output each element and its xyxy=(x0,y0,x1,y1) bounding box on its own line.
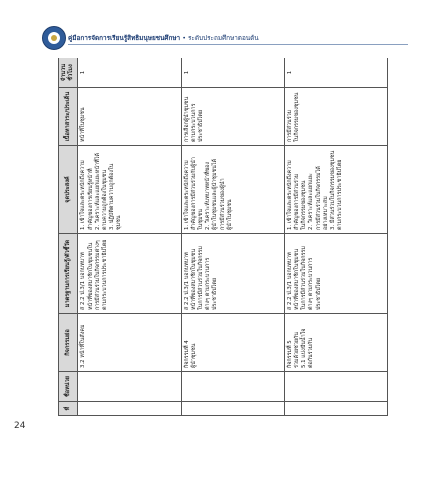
cell-hours: 1 xyxy=(181,58,284,88)
table-header-row xyxy=(59,58,78,416)
header-title xyxy=(68,33,259,43)
cell-objective-line: ตามกระบวนการประชาธิปไตย xyxy=(337,159,344,230)
table-row xyxy=(78,58,181,416)
cell-content xyxy=(284,88,387,146)
cell-standard-line: หน้าที่ของสมาชิกในชุมชน xyxy=(293,248,300,310)
cell-no xyxy=(284,402,387,416)
cell-objective-line: 3. มีส่วนร่วมในกิจกรรมของชุมชน xyxy=(330,150,336,230)
header-cell-objective: จุดประสงค์ xyxy=(59,146,78,234)
cell-standard xyxy=(181,234,284,314)
cell-objective-line: 2. วิเคราะห์บทบาทหน้าที่ของ xyxy=(205,161,212,230)
cell-content-line: ในกิจกรรมของชุมชน xyxy=(293,92,300,142)
curriculum-table xyxy=(58,58,388,416)
header-cell-activity: กิจกรรมย่อ xyxy=(59,314,78,372)
page-number: 24 xyxy=(14,421,26,431)
cell-activity xyxy=(78,314,181,372)
header-cell-standard: มาตรฐานการเรียนรู้/ตัวชี้วัด xyxy=(59,234,78,314)
cell-objective-line: ชุมชน xyxy=(116,215,123,230)
page-header xyxy=(38,26,410,50)
cell-content xyxy=(181,88,284,146)
cell-activity xyxy=(181,314,284,372)
cell-objective-line: ผู้นำในชุมชน xyxy=(226,199,233,230)
cell-hours: 1 xyxy=(78,58,181,88)
header-cell-hours: จำนวน ชั่วโมง xyxy=(59,58,78,88)
cell-content-line: หน้าที่ในชุมชน xyxy=(80,107,87,142)
cell-standard-line: ส 2.2 ป.3/1 บอกบทบาท xyxy=(183,252,190,310)
cell-objective-line: 3. ปฏิบัติตามความถูกต้องใน xyxy=(109,163,116,230)
cell-activity-line: ผู้นำชุมชน xyxy=(190,343,197,368)
cell-content-line: ประชาธิปไตย xyxy=(198,110,204,142)
cell-objective-line: สำคัญของการเรียนรู้หน้าที่ xyxy=(87,168,94,230)
cell-unit xyxy=(78,372,181,402)
header-cell-no: ที่ xyxy=(59,402,78,416)
cell-hours: 1 xyxy=(284,58,387,88)
cell-objective-line: อย่างเหมาะสม xyxy=(322,196,329,230)
cell-activity-line: 3.2 หน้าที่ในสังคม xyxy=(80,324,87,368)
cell-standard-line: การมีส่วนร่วมในกิจกรรมต่างๆ xyxy=(94,240,101,310)
cell-standard-line: ส 2.2 ป.3/1 บอกบทบาท xyxy=(80,252,87,310)
institution-logo-icon xyxy=(42,26,66,50)
table-row xyxy=(284,58,387,416)
cell-activity-line: กิจกรรมที่ 4 xyxy=(183,340,190,368)
cell-unit xyxy=(181,372,284,402)
cell-objective xyxy=(181,146,284,234)
cell-content-line: ตามกระบวนการ xyxy=(190,103,197,142)
cell-content-line: การเลือกผู้นำชุมชน xyxy=(183,96,190,142)
cell-no xyxy=(181,402,284,416)
cell-objective-line: 1. เข้าใจและตระหนักถึงความ xyxy=(80,160,87,230)
cell-objective-line: สำคัญของการมีส่วนร่วม xyxy=(293,173,300,230)
cell-objective-line: 2. วิเคราะห์และแยกแยะหน้าที่ได้ xyxy=(94,153,101,230)
cell-standard-line: ในการมีส่วนร่วมในกิจกรรม xyxy=(301,246,308,310)
cell-objective-line: การมีส่วนร่วมในกิจกรรมได้ xyxy=(315,166,322,230)
cell-content-line: การมีส่วนร่วม xyxy=(286,109,293,142)
header-title-rest: • ระดับประถมศึกษาตอนต้น xyxy=(180,34,259,42)
cell-standard-line: ประชาธิปไตย xyxy=(315,278,322,310)
header-title-bold: คู่มือการจัดการเรียนรู้สิทธิมนุษยชนศึกษา xyxy=(68,34,181,42)
cell-activity xyxy=(284,314,387,372)
cell-standard xyxy=(78,234,181,314)
cell-standard-line: หน้าที่ของสมาชิกในชุมชนใน xyxy=(87,242,94,310)
cell-standard-line: หน้าที่ของสมาชิกในชุมชน xyxy=(190,248,197,310)
cell-standard-line: ประชาธิปไตย xyxy=(212,278,219,310)
cell-objective-line: 1. เข้าใจและตระหนักถึงความ xyxy=(183,160,190,230)
cell-activity-line: 5.1 แบ่งปันน้ำใจ xyxy=(301,328,308,368)
cell-activity-line: กิจกรรมที่ 5 xyxy=(286,340,293,368)
header-cell-unit: ชื่อหน่วย xyxy=(59,372,78,402)
cell-objective-line: 1. เข้าใจและตระหนักถึงความ xyxy=(286,160,293,230)
header-cell-content: เนื้อหาสาระ/ประเด็น xyxy=(59,88,78,146)
table-row xyxy=(181,58,284,416)
cell-standard-line: ส 2.2 ป.3/1 บอกบทบาท xyxy=(286,252,293,310)
rotated-table xyxy=(58,58,388,416)
cell-objective xyxy=(78,146,181,234)
cell-objective-line: สำคัญของการมีส่วนร่วมกับผู้นำ xyxy=(190,157,197,230)
cell-objective-line: ผู้นำในชุมชนและผู้นำชุมชนได้ xyxy=(212,158,219,230)
cell-objective-line: ในกิจกรรมของชุมชน xyxy=(301,180,308,230)
cell-standard xyxy=(284,234,387,314)
header-divider xyxy=(68,44,408,45)
cell-standard-line: ต่างๆ ตามกระบวนการ xyxy=(308,257,315,310)
cell-standard-line: ในการมีส่วนร่วมในกิจกรรม xyxy=(198,246,204,310)
cell-content xyxy=(78,88,181,146)
cell-objective-line: 2. วิเคราะห์และแยกแยะ xyxy=(308,173,315,230)
cell-activity-line: ร่วมด้วยช่วยกัน xyxy=(293,332,300,368)
cell-standard-line: ต่างๆ ตามกระบวนการ xyxy=(205,257,212,310)
cell-activity-line: ต่อกันร่วมกัน xyxy=(308,337,315,368)
cell-standard-line: ตามกระบวนการประชาธิปไตย xyxy=(102,239,109,310)
cell-no xyxy=(78,402,181,416)
cell-objective-line: การมีส่วนร่วมของผู้นำ xyxy=(219,178,226,230)
cell-objective-line: ในชุมชน xyxy=(198,209,204,230)
cell-unit xyxy=(284,372,387,402)
cell-objective xyxy=(284,146,387,234)
rotated-table-wrapper xyxy=(58,58,388,416)
cell-objective-line: ตามความถูกต้องในชุมชน xyxy=(102,169,109,230)
